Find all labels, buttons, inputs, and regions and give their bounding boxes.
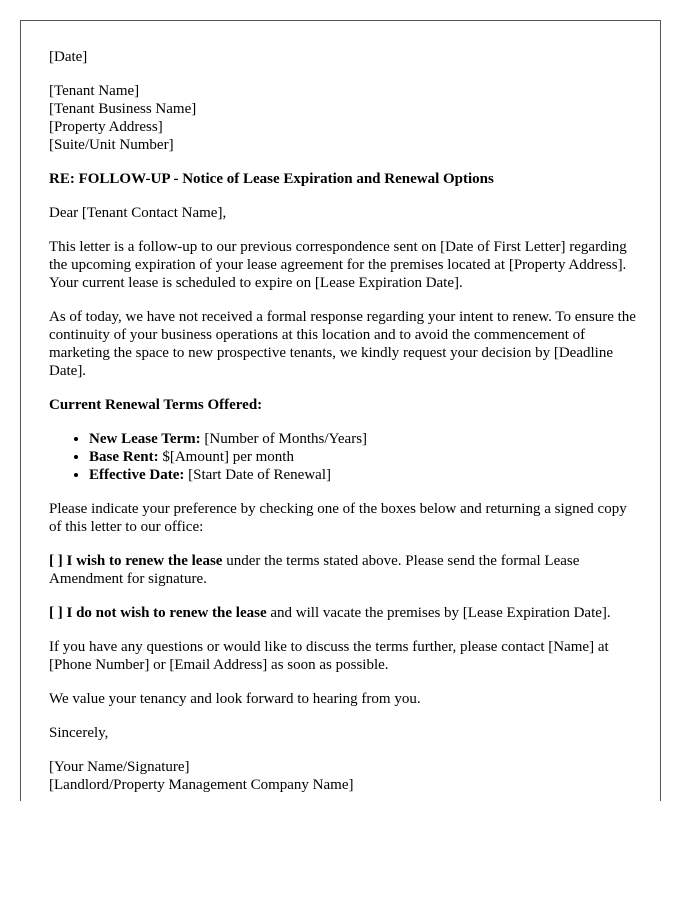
list-item	[89, 448, 639, 466]
signature-company: [Landlord/Property Management Company Name]	[49, 777, 354, 793]
term-label: Base Rent:	[89, 449, 159, 465]
option-decline[interactable]	[49, 604, 639, 622]
paragraph-closing-remark: We value your tenancy and look forward to hearing from you.	[49, 691, 421, 707]
option-decline-checkbox-label[interactable]: [ ] I do not wish to renew the lease	[49, 605, 267, 621]
recipient-address-block	[49, 82, 639, 154]
paragraph-request-decision: As of today, we have not received a formal response regarding your intent to renew. To ensure the continuity of your business operations at this location and to avoid the commencement of marketing the space to new prospective tenants, we kindly request your decision by [Deadline Date].	[49, 309, 636, 379]
signature-name: [Your Name/Signature]	[49, 759, 190, 775]
letter-date: [Date]	[49, 49, 88, 65]
list-item	[89, 466, 639, 484]
salutation: Dear [Tenant Contact Name],	[49, 205, 227, 221]
paragraph-follow-up: This letter is a follow-up to our previous correspondence sent on [Date of First Letter] regarding the upcoming expiration of your lease agreement for the premises located at [Property Address]. Your current lease is scheduled to expire on [Lease Expiration Date].	[49, 239, 627, 291]
signature-block	[49, 758, 639, 794]
tenant-name: [Tenant Name]	[49, 83, 140, 99]
option-renew-checkbox-label[interactable]: [ ] I wish to renew the lease	[49, 553, 223, 569]
tenant-business-name: [Tenant Business Name]	[49, 101, 197, 117]
letter-body	[49, 48, 639, 801]
date-line	[49, 48, 639, 66]
suite-unit-number: [Suite/Unit Number]	[49, 137, 174, 153]
list-item	[89, 430, 639, 448]
term-value: [Start Date of Renewal]	[184, 467, 331, 483]
letter-page	[20, 20, 661, 801]
property-address: [Property Address]	[49, 119, 163, 135]
term-label: New Lease Term:	[89, 431, 201, 447]
option-renew-text: under the terms stated above. Please send the formal Lease Amendment for signature.	[49, 553, 580, 587]
closing: Sincerely,	[49, 725, 109, 741]
option-decline-text: and will vacate the premises by [Lease Expiration Date].	[266, 605, 611, 621]
option-renew[interactable]	[49, 552, 639, 588]
renewal-terms-heading: Current Renewal Terms Offered:	[49, 397, 263, 413]
term-label: Effective Date:	[89, 467, 185, 483]
paragraph-instructions: Please indicate your preference by checking one of the boxes below and returning a signed copy of this letter to our office:	[49, 501, 627, 535]
paragraph-contact: If you have any questions or would like to discuss the terms further, please contact [Name] at [Phone Number] or [Email Address] as soon as possible.	[49, 639, 609, 673]
term-value: $[Amount] per month	[158, 449, 294, 465]
term-value: [Number of Months/Years]	[200, 431, 368, 447]
renewal-terms-list	[49, 430, 639, 484]
subject-line: RE: FOLLOW-UP - Notice of Lease Expiration and Renewal Options	[49, 171, 494, 187]
